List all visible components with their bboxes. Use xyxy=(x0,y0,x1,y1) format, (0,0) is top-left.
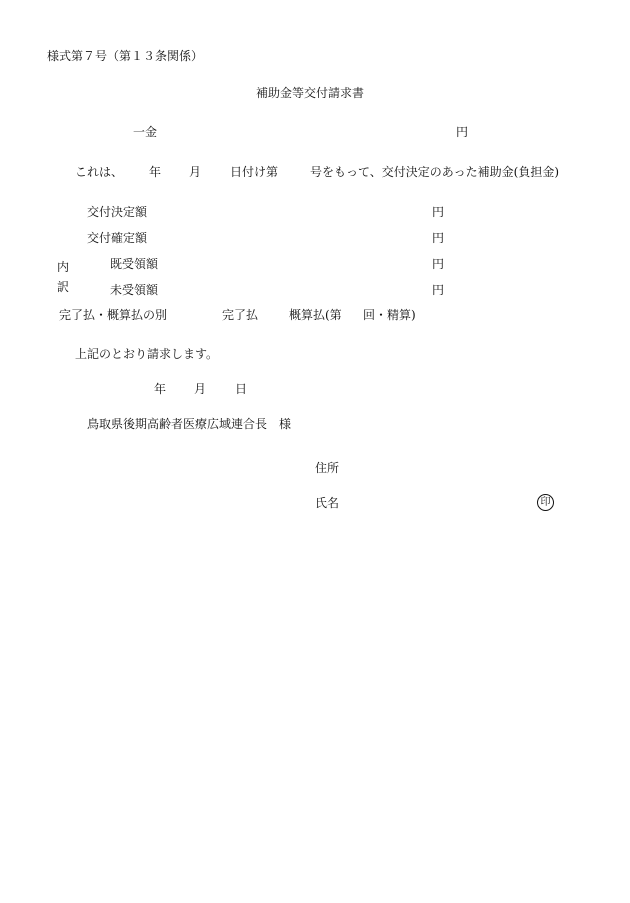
row-unit: 円 xyxy=(432,205,445,219)
statement-month: 月 xyxy=(189,165,202,179)
payment-option-rest: 回・精算) xyxy=(363,308,416,322)
payment-option-complete: 完了払 xyxy=(222,308,259,322)
payment-type-label: 完了払・概算払の別 xyxy=(59,308,168,322)
address-label: 住所 xyxy=(315,461,340,475)
name-label: 氏名 xyxy=(315,496,340,510)
amount-label: 一金 xyxy=(133,125,158,139)
row-unit: 円 xyxy=(432,231,445,245)
date-day: 日 xyxy=(235,382,248,396)
breakdown-char-1: 内 xyxy=(57,260,70,274)
date-year: 年 xyxy=(154,382,167,396)
row-label: 交付決定額 xyxy=(87,205,148,219)
statement-rest: 号をもって、交付決定のあった補助金(負担金) xyxy=(310,165,560,179)
statement-intro: これは、 xyxy=(75,165,124,179)
amount-unit: 円 xyxy=(456,125,469,139)
date-month: 月 xyxy=(194,382,207,396)
statement-dated-no: 日付け第 xyxy=(230,165,279,179)
form-number: 様式第７号（第１３条関係） xyxy=(47,49,204,63)
seal-mark: 印 xyxy=(537,494,554,511)
statement-year: 年 xyxy=(149,165,162,179)
addressee: 鳥取県後期高齢者医療広域連合長 様 xyxy=(87,417,292,431)
row-unit: 円 xyxy=(432,283,445,297)
row-unit: 円 xyxy=(432,257,445,271)
row-label: 未受領額 xyxy=(110,283,159,297)
payment-option-estimate: 概算払(第 xyxy=(289,308,342,322)
row-label: 既受領額 xyxy=(110,257,159,271)
breakdown-char-2: 訳 xyxy=(57,280,70,294)
document-title: 補助金等交付請求書 xyxy=(256,86,365,100)
request-text: 上記のとおり請求します。 xyxy=(75,347,219,361)
row-label: 交付確定額 xyxy=(87,231,148,245)
